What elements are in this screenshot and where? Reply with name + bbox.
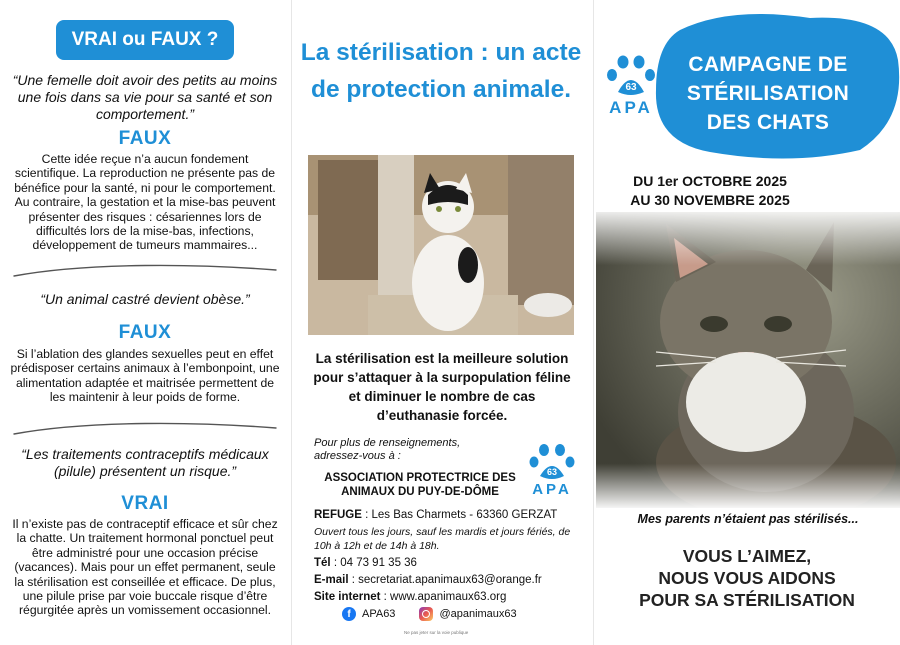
fold-line: [593, 0, 594, 645]
campaign-dates: [604, 172, 816, 210]
info-intro: Pour plus de renseignements, adressez-vous à :: [314, 437, 461, 462]
slogan-line-3: POUR SA STÉRILISATION: [639, 590, 855, 610]
myth-quote-1: “Une femelle doit avoir des petits au moins une fois dans sa vie pour sa santé et son comportement.”: [12, 72, 278, 122]
middle-title: La stérilisation : un acte de protection animale.: [300, 39, 582, 103]
true-or-false-badge: VRAI ou FAUX ?: [56, 20, 234, 60]
verdict-3: VRAI: [121, 493, 169, 514]
apa-logo-small-letters: APA: [532, 481, 572, 498]
apa-logo-letters: APA: [609, 98, 653, 117]
social-links: [342, 607, 517, 621]
phone-value: : 04 73 91 35 36: [330, 557, 417, 569]
email-line: [314, 573, 584, 587]
campaign-title: [668, 50, 868, 137]
middle-panel: [292, 0, 590, 645]
left-panel: [0, 0, 290, 645]
campaign-title-line-2: STÉRILISATION: [686, 82, 850, 105]
cat-photo: [308, 155, 574, 335]
divider-swoosh: [10, 420, 280, 438]
association-name: ASSOCIATION PROTECTRICE DES ANIMAUX DU PUY-DE-DÔME: [324, 472, 516, 498]
apa-logo-number: 63: [625, 82, 637, 93]
website-line: [314, 590, 584, 604]
myth-quote-3: “Les traitements contraceptifs médicaux (pilule) présentent un risque.”: [21, 446, 269, 479]
email-label: E-mail: [314, 574, 349, 586]
slogan-line-1: VOUS L’AIMEZ,: [682, 546, 812, 566]
explanation-2: Si l’ablation des glandes sexuelles peut en effet prédisposer certains animaux à l’embonpoint, une alimentation adaptée et maitrisée permettent de les maintenir à leur poids de forme.: [10, 347, 280, 405]
campaign-title-line-1: CAMPAGNE DE: [688, 53, 848, 76]
refuge-label: REFUGE: [314, 509, 362, 521]
apa-logo-small: [522, 440, 582, 500]
verdict-2: FAUX: [118, 322, 172, 343]
myth-quote-2: “Un animal castré devient obèse.”: [40, 291, 250, 307]
right-panel: [596, 0, 900, 645]
phone-line: [314, 556, 584, 570]
facebook-icon: f: [342, 607, 356, 621]
apa-logo-small-number: 63: [546, 467, 558, 477]
divider-swoosh: [10, 262, 280, 280]
verdict-1: FAUX: [118, 128, 172, 149]
instagram-icon: [419, 607, 433, 621]
date-start: DU 1er OCTOBRE 2025: [633, 173, 787, 189]
phone-label: Tél: [314, 557, 331, 569]
refuge-line: [314, 508, 584, 522]
apa-logo: [602, 52, 660, 118]
date-end: AU 30 NOVEMBRE 2025: [630, 192, 790, 208]
explanation-1: Cette idée reçue n’a aucun fondement scientifique. La reproduction ne présente pas de bénéfice pour la santé, ni pour le comportement. Au contraire, la gestation et la mise-bas peuvent présenter des risques : césariennes lors de difficultés lors de la mise-bas, infections, développement de tumeurs mammaires...: [14, 152, 276, 253]
campaign-title-line-3: DES CHATS: [706, 111, 830, 134]
photo-caption: Mes parents n’étaient pas stérilisés...: [637, 512, 859, 526]
instagram-handle: @apanimaux63: [439, 608, 517, 620]
refuge-address: : Les Bas Charmets - 63360 GERZAT: [361, 509, 558, 521]
explanation-3: Il n’existe pas de contraceptif efficace et sûr chez la chatte. Un traitement hormonal ponctuel peut être administré pour une occasion précise (vacances). Mais pour un effet permanent, seule la stérilisation est conseillée et efficace. De plus, une pilule prise par voie buccale risque d’être régurgitée après un vomissement occasionnel.: [12, 517, 278, 618]
slogan: [612, 545, 882, 611]
lead-text: La stérilisation est la meilleure solution pour s’attaquer à la surpopulation féline et diminuer le nombre de cas d’euthanasie forcée.: [313, 351, 571, 423]
opening-hours: Ouvert tous les jours, sauf les mardis et jours fériés, de 10h à 12h et de 14h à 18h.: [314, 526, 571, 552]
website-label: Site internet: [314, 591, 381, 603]
fineprint: Ne pas jeter sur la voie publique: [404, 630, 469, 635]
email-value: : secretariat.apanimaux63@orange.fr: [348, 574, 542, 586]
facebook-handle: APA63: [362, 608, 396, 620]
website-value: : www.apanimaux63.org: [380, 591, 507, 603]
slogan-line-2: NOUS VOUS AIDONS: [658, 568, 836, 588]
kitten-photo: [596, 212, 900, 508]
